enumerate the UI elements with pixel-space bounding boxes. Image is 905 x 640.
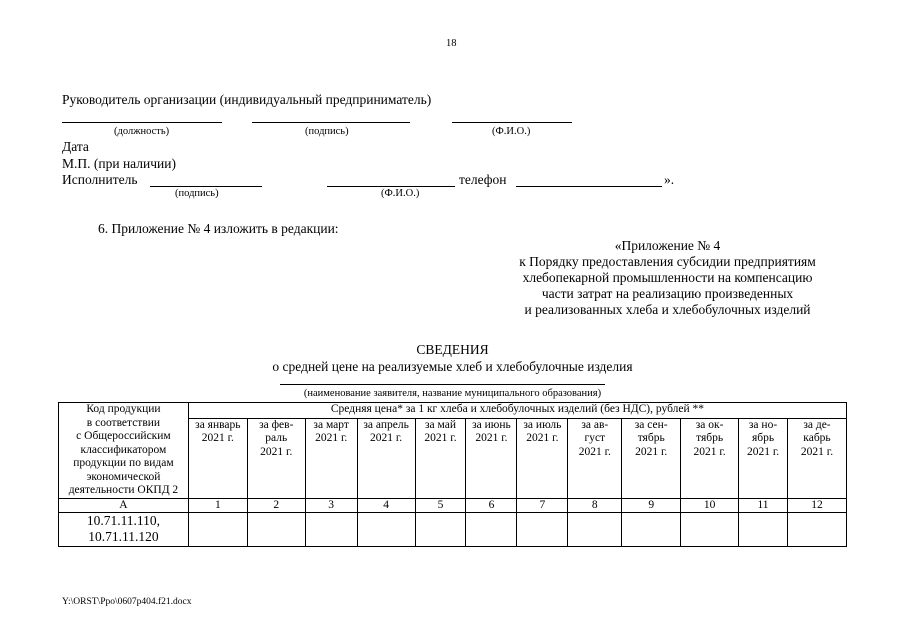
price-cell[interactable] xyxy=(568,513,622,547)
month-header-feb xyxy=(247,418,305,498)
numbering-cell: А xyxy=(59,498,189,513)
date-label: Дата xyxy=(62,139,89,154)
numbering-cell: 3 xyxy=(305,498,357,513)
code-header-line: в соответствии xyxy=(86,416,161,429)
numbering-cell: 6 xyxy=(466,498,517,513)
numbering-cell: 8 xyxy=(568,498,622,513)
month-year: 2021 г. xyxy=(424,432,457,444)
signature-line xyxy=(252,122,410,123)
price-cell[interactable] xyxy=(517,513,568,547)
table-header-row xyxy=(59,403,847,419)
appendix-line-4: части затрат на реализацию произведенных xyxy=(541,286,794,301)
month-label: раль xyxy=(265,432,288,444)
month-header-dec xyxy=(787,418,846,498)
price-header-cell: Средняя цена* за 1 кг хлеба и хлебобулочных изделий (без НДС), рублей ** xyxy=(188,403,846,419)
signature-head: Руководитель организации (индивидуальный предприниматель) xyxy=(62,92,432,107)
phone-end: ». xyxy=(664,172,675,187)
numbering-cell: 4 xyxy=(357,498,415,513)
code-header-cell xyxy=(59,403,189,499)
code-header-line: экономической xyxy=(86,470,161,483)
month-label: за ав- xyxy=(581,418,609,431)
month-label: ябрь xyxy=(751,432,775,444)
code-value: 10.71.11.120 xyxy=(88,529,159,544)
numbering-cell: 10 xyxy=(681,498,739,513)
fio-line xyxy=(452,122,572,123)
month-header-aug xyxy=(568,418,622,498)
position-caption: (должность) xyxy=(114,126,170,137)
month-header-sep xyxy=(622,418,681,498)
month-header-apr xyxy=(357,418,415,498)
month-year: 2021 г. xyxy=(746,445,780,458)
numbering-cell: 2 xyxy=(247,498,305,513)
amendment-text: 6. Приложение № 4 изложить в редакции: xyxy=(98,221,339,236)
executor-label: Исполнитель xyxy=(62,172,138,187)
position-line xyxy=(62,122,222,123)
appendix-line-1: «Приложение № 4 xyxy=(614,238,721,253)
numbering-cell: 12 xyxy=(787,498,846,513)
table-row xyxy=(59,513,847,547)
month-label: тябрь xyxy=(696,432,724,444)
stamp-label: М.П. (при наличии) xyxy=(62,156,176,171)
month-year: 2021 г. xyxy=(578,445,611,458)
phone-label: телефон xyxy=(459,172,507,187)
month-year: 2021 г. xyxy=(260,445,293,458)
fio-caption: (Ф.И.О.) xyxy=(492,126,531,137)
month-label: за июнь xyxy=(472,418,511,431)
code-header-line: классификатором xyxy=(80,443,167,456)
price-table xyxy=(58,402,847,547)
month-label: за фев- xyxy=(259,418,294,431)
month-header-nov xyxy=(739,418,788,498)
numbering-cell: 1 xyxy=(188,498,247,513)
phone-line xyxy=(516,186,662,187)
month-year: 2021 г. xyxy=(526,432,559,444)
month-label: за но- xyxy=(748,418,778,431)
code-header-line: с Общероссийским xyxy=(76,430,171,442)
price-cell[interactable] xyxy=(681,513,739,547)
code-value: 10.71.11.110, xyxy=(86,513,161,528)
month-label: за апрель xyxy=(363,418,409,431)
month-header-jan xyxy=(188,418,247,498)
code-header-line: Код продукции xyxy=(86,403,161,415)
month-label: за январь xyxy=(195,418,241,431)
month-label: за июль xyxy=(523,418,562,431)
price-cell[interactable] xyxy=(622,513,681,547)
executor-fio-caption: (Ф.И.О.) xyxy=(381,188,420,199)
page-number: 18 xyxy=(446,38,457,49)
month-header-may xyxy=(415,418,466,498)
doc-subtitle: о средней цене на реализуемые хлеб и хлебобулочные изделия xyxy=(272,359,633,374)
month-year: 2021 г. xyxy=(369,432,403,444)
price-cell[interactable] xyxy=(188,513,247,547)
month-header-jun xyxy=(466,418,517,498)
executor-signature-caption: (подпись) xyxy=(175,188,219,199)
executor-signature-line xyxy=(150,186,262,187)
price-cell[interactable] xyxy=(305,513,357,547)
code-header-line: деятельности ОКПД 2 xyxy=(68,484,179,496)
appendix-line-3: хлебопекарной промышленности на компенсацию xyxy=(522,270,813,285)
doc-title: СВЕДЕНИЯ xyxy=(416,342,489,357)
price-cell[interactable] xyxy=(787,513,846,547)
price-cell[interactable] xyxy=(415,513,466,547)
footer-file-path: Y:\ORST\Ppo\0607p404.f21.docx xyxy=(62,597,192,607)
month-label: кабрь xyxy=(803,432,831,444)
numbering-cell: 7 xyxy=(517,498,568,513)
month-label: тябрь xyxy=(637,432,665,444)
executor-fio-line xyxy=(327,186,455,187)
month-header-jul xyxy=(517,418,568,498)
month-label: за ок- xyxy=(695,418,724,431)
numbering-cell: 5 xyxy=(415,498,466,513)
appendix-line-5: и реализованных хлеба и хлебобулочных изделий xyxy=(524,302,811,317)
code-cell xyxy=(59,513,189,547)
month-year: 2021 г. xyxy=(315,432,348,444)
month-year: 2021 г. xyxy=(635,445,668,458)
month-year: 2021 г. xyxy=(800,445,834,458)
month-label: за март xyxy=(313,418,349,431)
price-cell[interactable] xyxy=(247,513,305,547)
month-header-mar xyxy=(305,418,357,498)
month-year: 2021 г. xyxy=(475,432,508,444)
month-label: за май xyxy=(425,418,456,431)
numbering-row xyxy=(59,498,847,513)
price-cell[interactable] xyxy=(739,513,788,547)
price-cell[interactable] xyxy=(466,513,517,547)
numbering-cell: 11 xyxy=(739,498,788,513)
appendix-header xyxy=(440,238,895,318)
month-year: 2021 г. xyxy=(201,432,234,444)
month-header-oct xyxy=(681,418,739,498)
month-label: за де- xyxy=(803,418,831,431)
signature-caption: (подпись) xyxy=(305,126,349,137)
numbering-cell: 9 xyxy=(622,498,681,513)
appendix-line-2: к Порядку предоставления субсидии предприятиям xyxy=(519,254,816,269)
month-label: густ xyxy=(584,432,606,444)
month-label: за сен- xyxy=(634,418,668,431)
code-header-line: продукции по видам xyxy=(73,457,174,469)
month-year: 2021 г. xyxy=(693,445,726,458)
applicant-line xyxy=(280,384,605,385)
applicant-caption: (наименование заявителя, название муниципального образования) xyxy=(303,388,602,399)
price-cell[interactable] xyxy=(357,513,415,547)
